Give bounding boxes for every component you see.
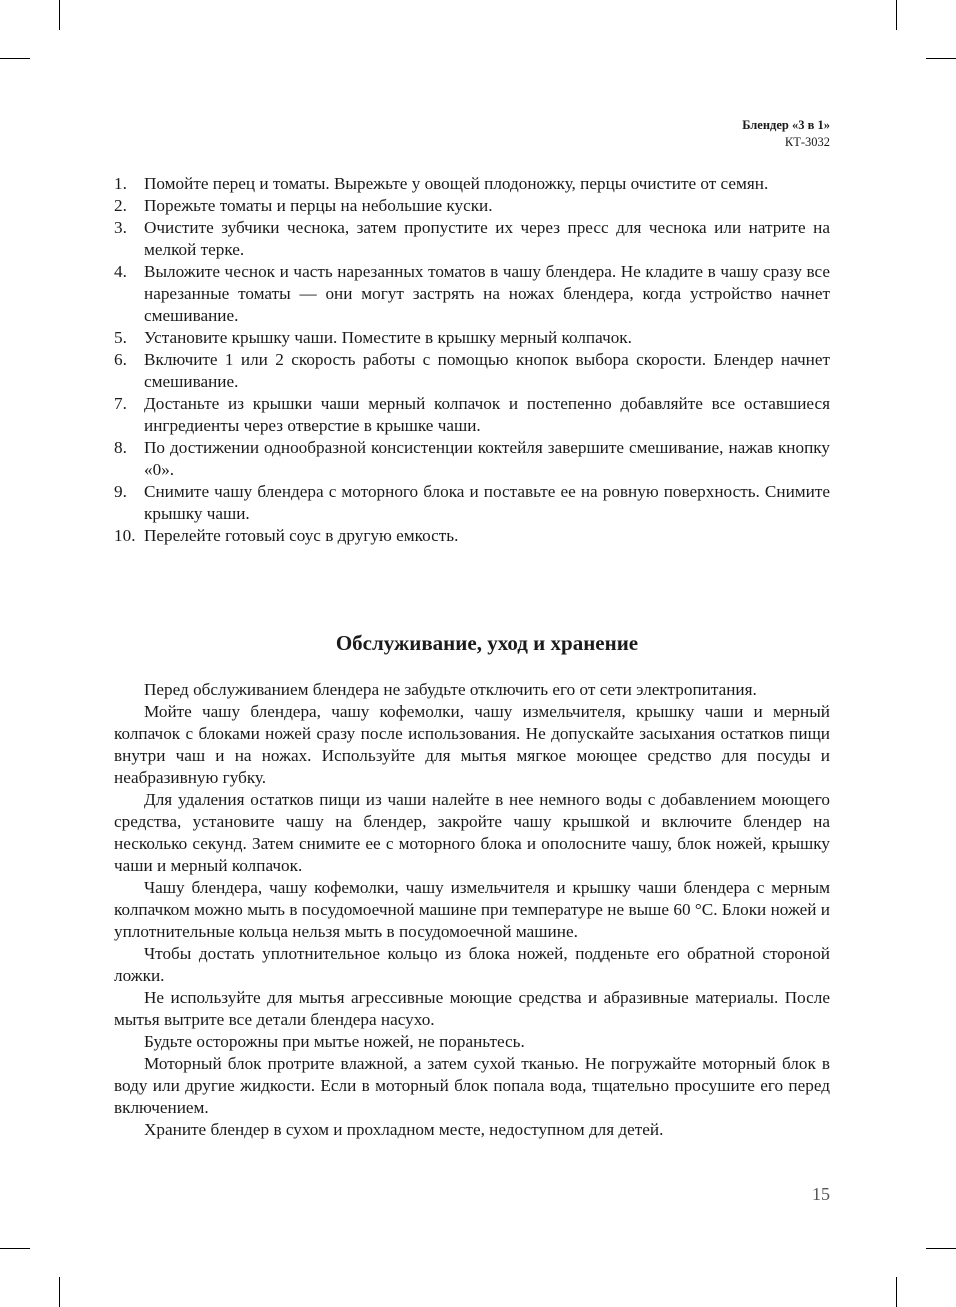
step-number: 1. bbox=[114, 174, 127, 193]
paragraph: Будьте осторожны при мытье ножей, не пораньтесь. bbox=[144, 1032, 525, 1051]
crop-mark-top-left-vertical bbox=[59, 0, 60, 30]
step-number: 8. bbox=[114, 438, 127, 457]
paragraph: Чашу блендера, чашу кофемолки, чашу измельчителя и крышку чаши блендера с мерным колпачком можно мыть в посудомоечной машине при температуре не выше 60 °С. Блоки ножей и уплотнительные кольца нельзя мыть в посудомоечной машине. bbox=[114, 878, 830, 941]
step-item bbox=[114, 327, 830, 349]
paragraph: Перед обслуживанием блендера не забудьте отключить его от сети электропитания. bbox=[144, 680, 757, 699]
step-item bbox=[114, 481, 830, 525]
step-item bbox=[114, 393, 830, 437]
crop-mark-top-right-horizontal bbox=[926, 58, 956, 59]
step-text: Снимите чашу блендера с моторного блока и поставьте ее на ровную поверхность. Снимите крышку чаши. bbox=[144, 482, 830, 523]
crop-mark-bottom-right-horizontal bbox=[926, 1248, 956, 1249]
step-text: Порежьте томаты и перцы на небольшие куски. bbox=[144, 196, 493, 215]
step-item bbox=[114, 437, 830, 481]
step-item bbox=[114, 173, 830, 195]
running-header bbox=[742, 117, 830, 151]
step-number: 4. bbox=[114, 262, 127, 281]
paragraph: Моторный блок протрите влажной, а затем сухой тканью. Не погружайте моторный блок в воду или другие жидкости. Если в моторный блок попала вода, тщательно просушите его перед включением. bbox=[114, 1054, 830, 1117]
step-number: 3. bbox=[114, 218, 127, 237]
step-text: Выложите чеснок и часть нарезанных томатов в чашу блендера. Не кладите в чашу сразу все нарезанные томаты — они могут застрять на ножах блендера, когда устройство начнет смешивание. bbox=[144, 262, 830, 325]
crop-mark-bottom-left-horizontal bbox=[0, 1248, 30, 1249]
crop-mark-bottom-right-vertical bbox=[896, 1277, 897, 1307]
step-number: 5. bbox=[114, 328, 127, 347]
header-model: КТ-3032 bbox=[784, 135, 830, 149]
paragraph: Храните блендер в сухом и прохладном месте, недоступном для детей. bbox=[144, 1120, 664, 1139]
paragraph: Не используйте для мытья агрессивные моющие средства и абразивные материалы. После мытья вытрите все детали блендера насухо. bbox=[114, 988, 830, 1029]
step-number: 6. bbox=[114, 350, 127, 369]
section-body bbox=[114, 679, 830, 1141]
step-text: По достижении однообразной консистенции коктейля завершите смешивание, нажав кнопку «0». bbox=[144, 438, 830, 479]
step-item bbox=[114, 195, 830, 217]
step-text: Достаньте из крышки чаши мерный колпачок и постепенно добавляйте все оставшиеся ингредиенты через отверстие в крышке чаши. bbox=[144, 394, 830, 435]
paragraph: Мойте чашу блендера, чашу кофемолки, чашу измельчителя, крышку чаши и мерный колпачок с блоками ножей сразу после использования. Не допускайте засыхания остатков пищи внутри чаш и на ножах. Используйте для мытья мягкое моющее средство для посуды и неабразивную губку. bbox=[114, 702, 830, 787]
step-text: Очистите зубчики чеснока, затем пропустите их через пресс для чеснока или натрите на мелкой терке. bbox=[144, 218, 830, 259]
crop-mark-bottom-left-vertical bbox=[59, 1277, 60, 1307]
step-text: Включите 1 или 2 скорость работы с помощью кнопок выбора скорости. Блендер начнет смешивание. bbox=[144, 350, 830, 391]
step-number: 9. bbox=[114, 482, 127, 501]
recipe-steps-list bbox=[114, 173, 830, 547]
step-number: 2. bbox=[114, 196, 127, 215]
step-item bbox=[114, 349, 830, 393]
crop-mark-top-left-horizontal bbox=[0, 58, 30, 59]
step-number: 7. bbox=[114, 394, 127, 413]
paragraph: Для удаления остатков пищи из чаши налейте в нее немного воды с добавлением моющего средства, установите чашу на блендер, закройте чашу крышкой и включите блендер на несколько секунд. Затем снимите ее с моторного блока и ополосните чашу, блок ножей, крышку чаши и мерный колпачок. bbox=[114, 790, 830, 875]
step-item bbox=[114, 525, 830, 547]
paragraph: Чтобы достать уплотнительное кольцо из блока ножей, подденьте его обратной стороной ложки. bbox=[114, 944, 830, 985]
step-item bbox=[114, 217, 830, 261]
step-text: Перелейте готовый соус в другую емкость. bbox=[144, 526, 459, 545]
step-text: Установите крышку чаши. Поместите в крышку мерный колпачок. bbox=[144, 328, 632, 347]
step-item bbox=[114, 261, 830, 327]
step-text: Помойте перец и томаты. Вырежьте у овощей плодоножку, перцы очистите от семян. bbox=[144, 174, 769, 193]
section-heading: Обслуживание, уход и хранение bbox=[335, 631, 639, 655]
crop-mark-top-right-vertical bbox=[896, 0, 897, 30]
header-title: Блендер «3 в 1» bbox=[742, 118, 830, 132]
page-number: 15 bbox=[812, 1184, 830, 1204]
step-number: 10. bbox=[114, 526, 136, 545]
